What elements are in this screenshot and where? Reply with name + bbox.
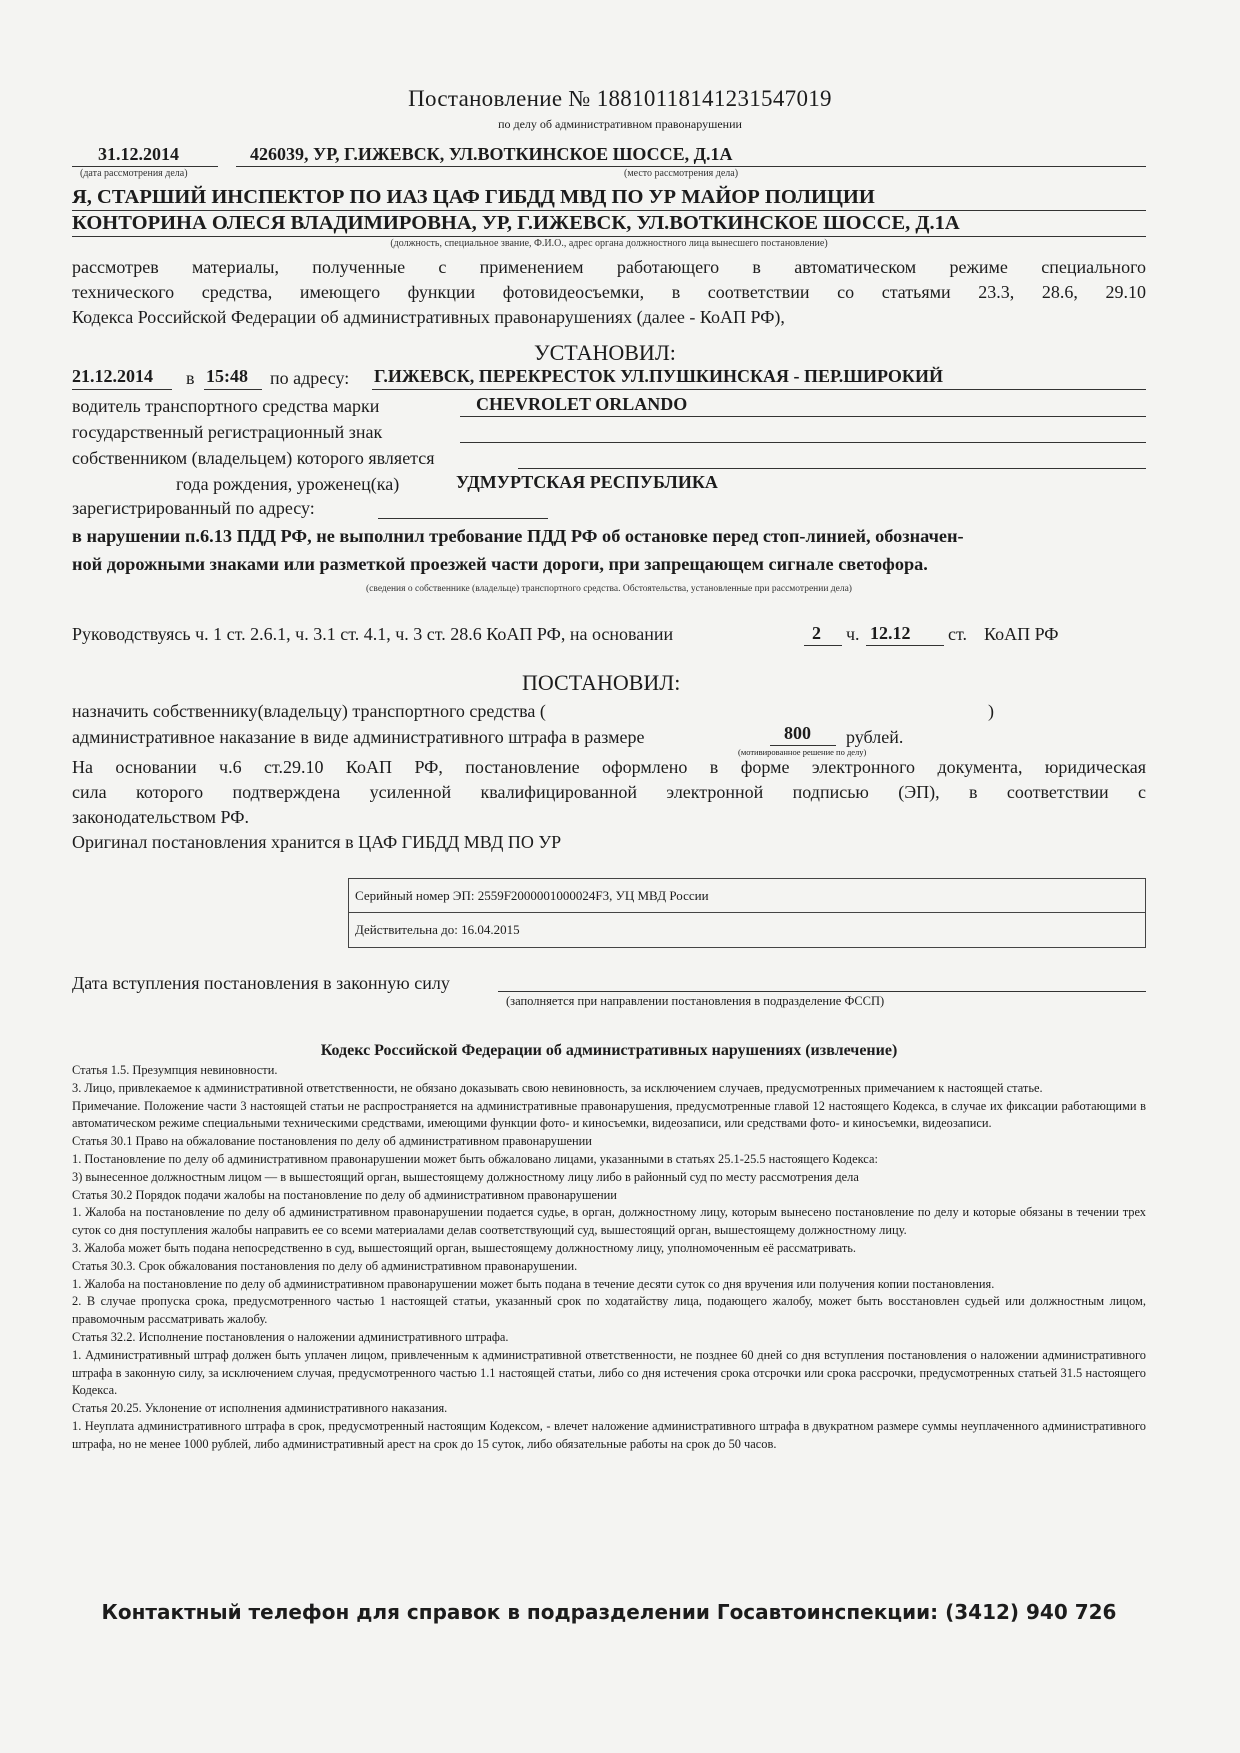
driver-label: водитель транспортного средства марки bbox=[72, 396, 380, 416]
extract-paragraph: 3. Жалоба может быть подана непосредственно в суд, вышестоящий орган, вышестоящему должностному лицу, уполномоченным её рассматривать. bbox=[72, 1240, 856, 1255]
event-in-word: в bbox=[186, 368, 195, 388]
assign-text: назначить собственнику(владельцу) транспортного средства ( bbox=[72, 701, 546, 721]
event-date: 21.12.2014 bbox=[72, 366, 153, 386]
violation-line-1: в нарушении п.6.13 ПДД РФ, не выполнил требование ПДД РФ об остановке перед стоп-линией, обозначен- bbox=[72, 526, 964, 546]
guided-text: Руководствуясь ч. 1 ст. 2.6.1, ч. 3.1 ст. 4.1, ч. 3 ст. 28.6 КоАП РФ, на основании bbox=[72, 624, 674, 644]
place-caption: (место рассмотрения дела) bbox=[624, 168, 739, 179]
violation-text bbox=[72, 522, 1152, 578]
inspector-underline-1 bbox=[72, 210, 1146, 211]
signature-serial: Серийный номер ЭП: 2559F2000001000024F3, УЦ МВД России bbox=[349, 879, 1145, 913]
intro-line-1: рассмотрев материалы, полученные с применением работающего в автоматическом режиме специального bbox=[72, 257, 1146, 277]
vehicle-model: CHEVROLET ORLANDO bbox=[476, 394, 688, 414]
birthplace: УДМУРТСКАЯ РЕСПУБЛИКА bbox=[456, 472, 718, 492]
date-underline bbox=[72, 166, 218, 167]
extract-heading: Кодекс Российской Федерации об административных нарушениях (извлечение) bbox=[320, 1042, 898, 1059]
penalty-text: административное наказание в виде административного штрафа в размере bbox=[72, 727, 645, 747]
extract-body bbox=[72, 1062, 1146, 1454]
extract-paragraph: 3) вынесенное должностным лицом — в вышестоящий орган, вышестоящему должностному лицу либо в районный суд по месту рассмотрения дела bbox=[72, 1169, 859, 1184]
date-caption: (дата рассмотрения дела) bbox=[80, 168, 188, 179]
owner-label: собственником (владельцем) которого является bbox=[72, 448, 435, 468]
guided-article: 12.12 bbox=[870, 623, 911, 643]
inspector-line-1: Я, СТАРШИЙ ИНСПЕКТОР ПО ИАЗ ЦАФ ГИБДД МВД ПО УР МАЙОР ПОЛИЦИИ bbox=[72, 186, 875, 208]
place-underline bbox=[236, 166, 1146, 167]
owner-underline bbox=[518, 468, 1146, 469]
inspector-caption: (должность, специальное звание, Ф.И.О., адрес органа должностного лица вынесшего постановление) bbox=[390, 238, 828, 249]
amount-caption: (мотивированное решение по делу) bbox=[738, 747, 867, 757]
effective-date-underline bbox=[498, 991, 1146, 992]
extract-paragraph: 3. Лицо, привлекаемое к административной ответственности, не обязано доказывать свою невиновность, за исключением случаев, предусмотренных примечанием к настоящей статье. bbox=[72, 1080, 1043, 1095]
event-time: 15:48 bbox=[206, 366, 248, 386]
violation-line-2: ной дорожными знаками или разметкой проезжей части дороги, при запрещающем сигнале светофора. bbox=[72, 554, 928, 574]
extract-paragraph: Статья 1.5. Презумпция невиновности. bbox=[72, 1063, 278, 1077]
registered-underline bbox=[378, 518, 548, 519]
plate-label: государственный регистрационный знак bbox=[72, 422, 383, 442]
address-label: по адресу: bbox=[270, 368, 350, 388]
guided-part: 2 bbox=[812, 623, 821, 643]
intro-paragraph bbox=[72, 255, 1146, 330]
review-date: 31.12.2014 bbox=[98, 144, 179, 164]
extract-paragraph: 1. Жалоба на постановление по делу об административном правонарушении может быть подана в течение десяти суток со дня вручения или получения копии постановления. bbox=[72, 1276, 995, 1291]
extract-paragraph: Статья 30.2 Порядок подачи жалобы на постановление по делу об административном правонарушении bbox=[72, 1187, 617, 1202]
article-underline bbox=[866, 645, 944, 646]
extract-paragraph: 2. В случае пропуска срока, предусмотренного частью 1 настоящей статьи, указанный срок по ходатайству лица, подающего жалобу, может быть восстановлен судьей или должностным лицом, правомочным рассматривать жалобу. bbox=[72, 1294, 1146, 1327]
contact-phone: Контактный телефон для справок в подразделении Госавтоинспекции: (3412) 940 726 bbox=[101, 1600, 1117, 1624]
decided-heading: ПОСТАНОВИЛ: bbox=[522, 670, 681, 695]
intro-line-3: Кодекса Российской Федерации об административных правонарушениях (далее - КоАП РФ), bbox=[72, 307, 785, 327]
vehicle-underline bbox=[460, 416, 1146, 417]
original-storage: Оригинал постановления хранится в ЦАФ ГИБДД МВД ПО УР bbox=[72, 832, 562, 852]
review-place: 426039, УР, Г.ИЖЕВСК, УЛ.ВОТКИНСКОЕ ШОССЕ, Д.1А bbox=[250, 144, 733, 164]
part-underline bbox=[804, 645, 842, 646]
registered-label: зарегистрированный по адресу: bbox=[72, 498, 315, 518]
extract-paragraph: Статья 32.2. Исполнение постановления о наложении административного штрафа. bbox=[72, 1329, 509, 1344]
basis-line-1: На основании ч.6 ст.29.10 КоАП РФ, постановление оформлено в форме электронного документа, юридическая bbox=[72, 757, 1146, 777]
basis-paragraph bbox=[72, 755, 1146, 830]
fine-amount: 800 bbox=[784, 723, 811, 743]
plate-underline bbox=[460, 442, 1146, 443]
inspector-underline-2 bbox=[72, 236, 1146, 237]
effective-caption: (заполняется при направлении постановления в подразделение ФССП) bbox=[506, 994, 885, 1008]
basis-line-3: законодательством РФ. bbox=[72, 807, 249, 827]
basis-line-2: сила которого подтверждена усиленной квалифицированной электронной подписью (ЭП), в соответствии с bbox=[72, 782, 1146, 802]
extract-paragraph: 1. Постановление по делу об административном правонарушении может быть обжаловано лицами, указанными в статьях 25.1-25.5 настоящего Кодекса: bbox=[72, 1151, 878, 1166]
signature-valid-until: Действительна до: 16.04.2015 bbox=[355, 922, 520, 937]
established-caption: (сведения о собственнике (владельце) транспортного средства. Обстоятельства, установленные при рассмотрении дела) bbox=[366, 584, 852, 594]
guided-part-label: ч. bbox=[846, 624, 860, 644]
extract-paragraph: Статья 20.25. Уклонение от исполнения административного наказания. bbox=[72, 1401, 448, 1416]
intro-line-2: технического средства, имеющего функции фотовидеосъемки, в соответствии со статьями 23.3, 28.6, 29.10 bbox=[72, 282, 1146, 302]
address-underline bbox=[372, 389, 1146, 390]
inspector-line-2: КОНТОРИНА ОЛЕСЯ ВЛАДИМИРОВНА, УР, Г.ИЖЕВСК, УЛ.ВОТКИНСКОЕ ШОССЕ, Д.1А bbox=[72, 212, 960, 234]
established-heading: УСТАНОВИЛ: bbox=[534, 340, 676, 365]
guided-code: КоАП РФ bbox=[984, 624, 1059, 644]
effective-date-label: Дата вступления постановления в законную силу bbox=[72, 973, 450, 993]
amount-underline bbox=[770, 745, 836, 746]
document-subtitle: по делу об административном правонарушении bbox=[498, 117, 742, 131]
birth-label: года рождения, уроженец(ка) bbox=[176, 474, 400, 494]
guided-article-label: ст. bbox=[948, 624, 968, 644]
extract-paragraph: 1. Неуплата административного штрафа в срок, предусмотренный настоящим Кодексом, - влечет наложение административного штрафа в двукратном размере суммы неуплаченного административного штрафа, но не менее 1000 рублей, либо административный арест на срок до 15 суток, либо обязательные работы на срок до 50 часов. bbox=[72, 1418, 1146, 1451]
extract-paragraph: Статья 30.3. Срок обжалования постановления по делу об административном правонарушении. bbox=[72, 1258, 578, 1273]
extract-paragraph: Статья 30.1 Право на обжалование постановления по делу об административном правонарушении bbox=[72, 1134, 592, 1149]
event-time-underline bbox=[204, 389, 262, 390]
currency-label: рублей. bbox=[846, 727, 904, 747]
extract-paragraph: 1. Жалоба на постановление по делу об административном правонарушении подается судье, в орган, должностному лицу, которым вынесено постановление по делу и которые обязаны в течении трех суток со дня поступления жалобы направить ее со всеми материалами делав соответствующий суд, вышестоящий орган, вышестоящему должностному лицу. bbox=[72, 1205, 1146, 1238]
event-address: Г.ИЖЕВСК, ПЕРЕКРЕСТОК УЛ.ПУШКИНСКАЯ - ПЕР.ШИРОКИЙ bbox=[374, 366, 943, 386]
extract-paragraph: Примечание. Положение части 3 настоящей статьи не распространяется на административные правонарушения, предусмотренные главой 12 настоящего Кодекса, в случае их фиксации работающими в автоматическом режиме специальными техническими средствами, имеющими функции фото- и киносъемки, видеозаписи, или средствами фото- и киносъемки, видеозаписи. bbox=[72, 1098, 1146, 1131]
event-date-underline bbox=[72, 389, 172, 390]
assign-close: ) bbox=[988, 701, 994, 721]
signature-box bbox=[348, 878, 1146, 948]
extract-paragraph: 1. Административный штраф должен быть уплачен лицом, привлеченным к административной ответственности, не позднее 60 дней со дня вступления постановления о наложении административного штрафа в законную силу, за исключением случая, предусмотренного частью 1.1 настоящей статьи, либо со дня истечения срока отсрочки или срока рассрочки, предусмотренных статьей 31.5 настоящего Кодекса. bbox=[72, 1347, 1146, 1398]
document-title: Постановление № 18810118141231547019 bbox=[408, 86, 832, 111]
